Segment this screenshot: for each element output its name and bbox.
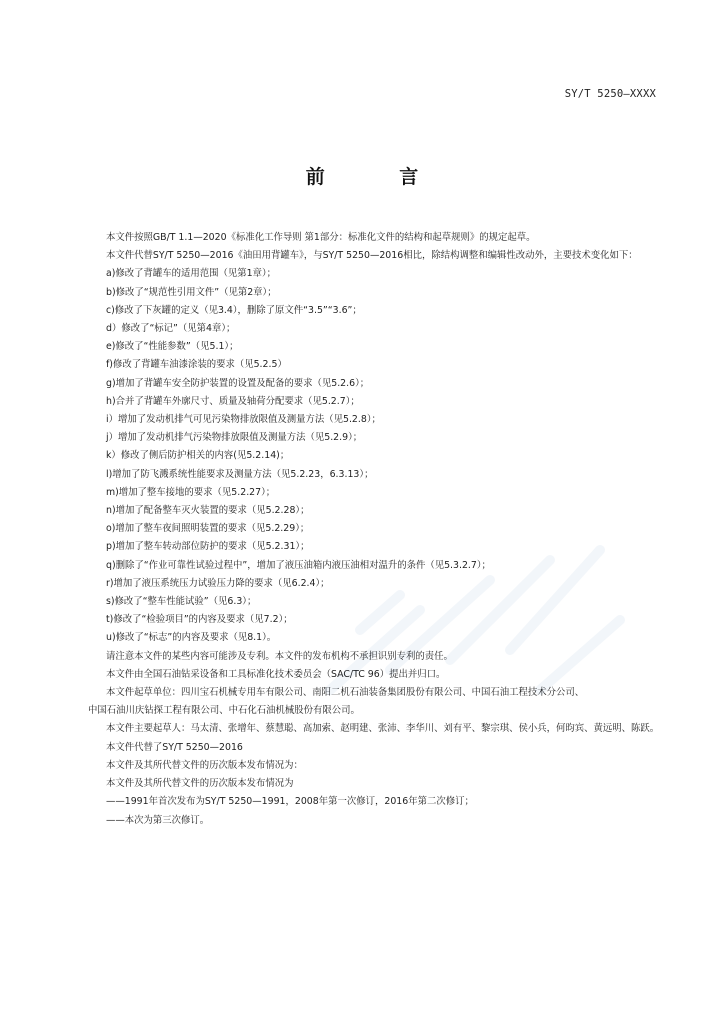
- list-item: m)增加了整车接地的要求（见5.2.27）；: [106, 486, 276, 498]
- paragraph-patent-notice: 请注意本文件的某些内容可能涉及专利。本文件的发布机构不承担识别专利的责任。: [106, 650, 453, 662]
- list-item: b)修改了“规范性引用文件”（见第2章）；: [106, 286, 277, 298]
- page-title: 前 言: [305, 166, 453, 188]
- list-item: r)增加了液压系统压力试验压力降的要求（见6.2.4）；: [106, 577, 330, 589]
- list-item: k）修改了侧后防护相关的内容(见5.2.14)；: [106, 450, 290, 462]
- list-item: a)修改了背罐车的适用范围（见第1章）；: [106, 268, 277, 280]
- list-item: p)增加了整车转动部位防护的要求（见5.2.31）；: [106, 541, 310, 553]
- list-item: i）增加了发动机排气可见污染物排放限值及测量方法（见5.2.8）；: [106, 414, 381, 426]
- list-item: f)修改了背罐车油漆涂装的要求（见5.2.5）: [106, 359, 287, 371]
- list-item: s)修改了“整车性能试验”（见6.3）；: [106, 596, 257, 608]
- foreword-body: [88, 229, 660, 830]
- list-item: t)修改了“检验项目”的内容及要求（见7.2）；: [106, 614, 293, 626]
- paragraph-history-intro: 本文件及其所代替文件的历次版本发布情况为：: [106, 759, 303, 771]
- paragraph-drafting-units: 本文件起草单位：四川宝石机械专用车有限公司、南阳二机石油装备集团股份有限公司、中国石油工程技术分公司、: [106, 687, 585, 699]
- list-item: c)修改了下灰罐的定义（见3.4），删除了原文件“3.5”“3.6”；: [106, 304, 362, 316]
- paragraph-replacement: 本文件代替SY/T 5250—2016《油田用背罐车》，与SY/T 5250—2016相比，除结构调整和编辑性改动外，主要技术变化如下：: [106, 250, 638, 262]
- paragraph-proposer: 本文件由全国石油钻采设备和工具标准化技术委员会（SAC/TC 96）提出并归口。: [106, 668, 446, 680]
- paragraph-history-2: ——本次为第三次修订。: [106, 814, 210, 826]
- list-item: n)增加了配备整车灭火装置的要求（见5.2.28）；: [106, 505, 310, 517]
- paragraph-history-intro-repeat: 本文件及其所代替文件的历次版本发布情况为: [106, 778, 294, 790]
- paragraph-replaces: 本文件代替了SY/T 5250—2016: [106, 741, 243, 753]
- paragraph-drafters: 本文件主要起草人：马太清、张增年、蔡慧聪、高加索、赵明建、张沛、李华川、刘有平、黎宗琪、侯小兵，何昀宾、黄远明、陈跃。: [106, 723, 660, 735]
- paragraph-drafting-rules: 本文件按照GB/T 1.1—2020《标准化工作导则 第1部分：标准化文件的结构和起草规则》的规定起草。: [106, 232, 536, 243]
- list-item: g)增加了背罐车安全防护装置的设置及配备的要求（见5.2.6）；: [106, 377, 370, 389]
- list-item: h)合并了背罐车外廓尺寸、质量及轴荷分配要求（见5.2.7）；: [106, 395, 360, 407]
- list-item: q)删除了“作业可靠性试验过程中”，增加了液压油箱内液压油相对温升的条件（见5.3.2.7）；: [106, 559, 491, 571]
- paragraph-drafting-units-cont: 中国石油川庆钻探工程有限公司、中石化石油机械股份有限公司。: [88, 705, 360, 717]
- list-item: e)修改了“性能参数”（见5.1）；: [106, 341, 239, 353]
- list-item: l)增加了防飞溅系统性能要求及测量方法（见5.2.23，6.3.13）；: [106, 468, 374, 480]
- list-item: d）修改了“标记”（见第4章）；: [106, 323, 236, 335]
- list-item: j）增加了发动机排气污染物排放限值及测量方法（见5.2.9）；: [106, 432, 363, 444]
- list-item: o)增加了整车夜间照明装置的要求（见5.2.29）；: [106, 523, 310, 535]
- list-item: u)修改了“标志”的内容及要求（见8.1）。: [106, 632, 277, 644]
- document-code: SY/T 5250—XXXX: [564, 88, 656, 100]
- paragraph-history-1: ——1991年首次发布为SY/T 5250—1991，2008年第一次修订，2016年第二次修订；: [106, 796, 474, 808]
